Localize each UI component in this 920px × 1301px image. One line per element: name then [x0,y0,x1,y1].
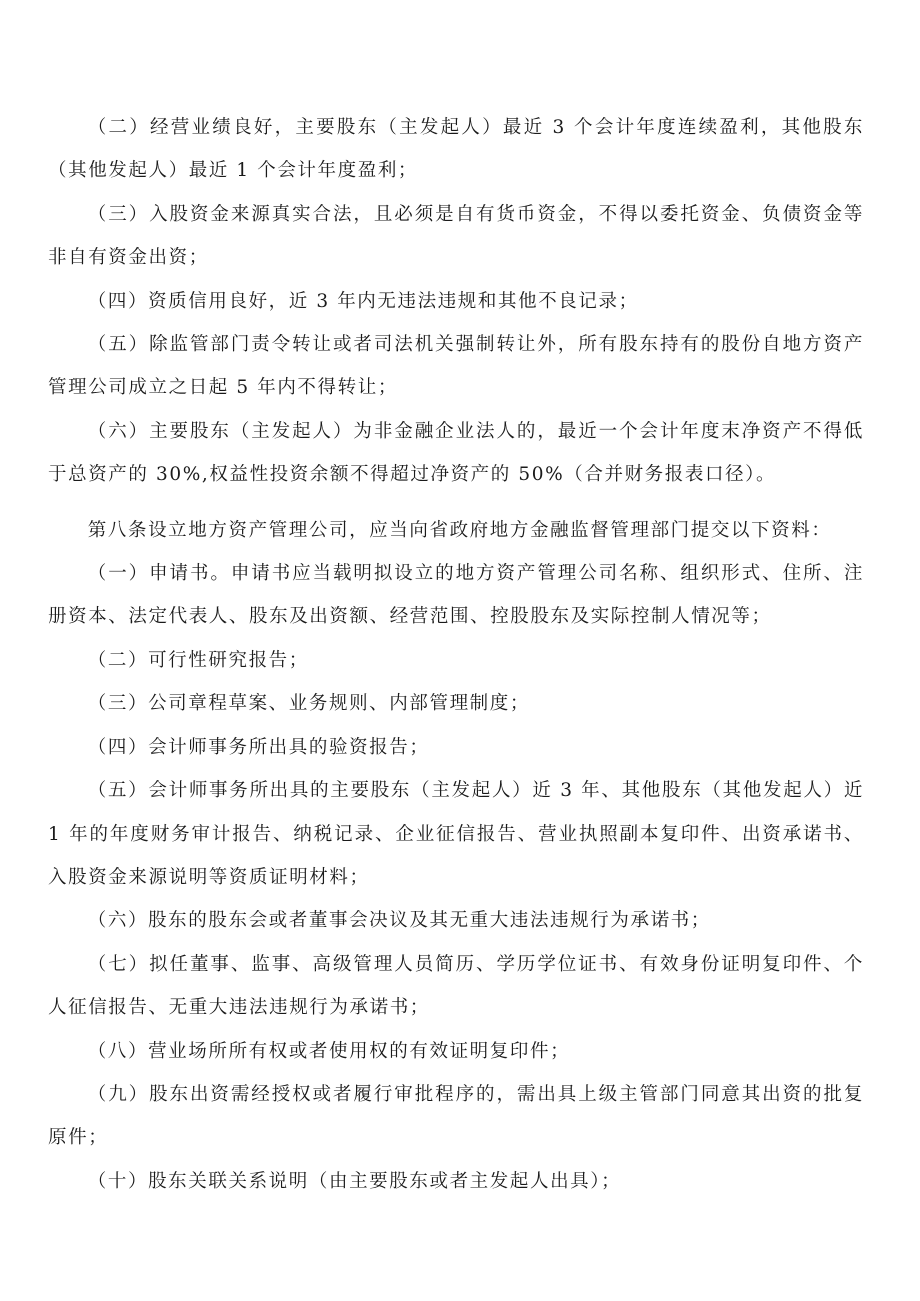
article-8-item-9: （九）股东出资需经授权或者履行审批程序的，需出具上级主管部门同意其出资的批复原件； [48,1083,864,1149]
article-8-item-8: （八）营业场所所有权或者使用权的有效证明复印件； [87,1040,571,1062]
article-8-item-1: （一）申请书。申请书应当载明拟设立的地方资产管理公司名称、组织形式、住所、注册资本、法定代表人、股东及出资额、经营范围、控股股东及实际控制人情况等； [48,563,864,628]
article-8-item-3: （三）公司章程草案、业务规则、内部管理制度； [87,693,530,715]
article-8-item-2: （二）可行性研究报告； [87,649,309,671]
article-8-heading: 第八条设立地方资产管理公司，应当向省政府地方金融监督管理部门提交以下资料： [87,519,832,541]
document-page [48,106,864,1203]
article-8-item-6: （六）股东的股东会或者董事会决议及其无重大违法违规行为承诺书； [87,910,711,932]
article-8-item-4: （四）会计师事务所出具的验资报告； [87,736,430,758]
condition-3: （三）入股资金来源真实合法，且必须是自有货币资金，不得以委托资金、负债资金等非自有资金出资； [48,203,864,269]
article-8-item-5: （五）会计师事务所出具的主要股东（主发起人）近 3 年、其他股东（其他发起人）近 1 年的年度财务审计报告、纳税记录、企业征信报告、营业执照副本复印件、出资承诺书、入股资金来源说明等资质证明材料； [48,780,864,888]
article-8-item-7: （七）拟任董事、监事、高级管理人员简历、学历学位证书、有效身份证明复印件、个人征信报告、无重大违法违规行为承诺书； [48,953,864,1019]
paragraph-gap [48,497,864,509]
article-8-item-10: （十）股东关联关系说明（由主要股东或者主发起人出具）； [87,1170,622,1192]
condition-5: （五）除监管部门责令转让或者司法机关强制转让外，所有股东持有的股份自地方资产管理公司成立之日起 5 年内不得转让； [48,334,864,399]
condition-2: （二）经营业绩良好，主要股东（主发起人）最近 3 个会计年度连续盈利，其他股东（其他发起人）最近 1 个会计年度盈利； [48,117,864,182]
condition-6: （六）主要股东（主发起人）为非金融企业法人的，最近一个会计年度末净资产不得低于总资产的 30%,权益性投资余额不得超过净资产的 50%（合并财务报表口径）。 [48,420,864,486]
condition-4: （四）资质信用良好，近 3 年内无违法违规和其他不良记录； [87,290,639,312]
